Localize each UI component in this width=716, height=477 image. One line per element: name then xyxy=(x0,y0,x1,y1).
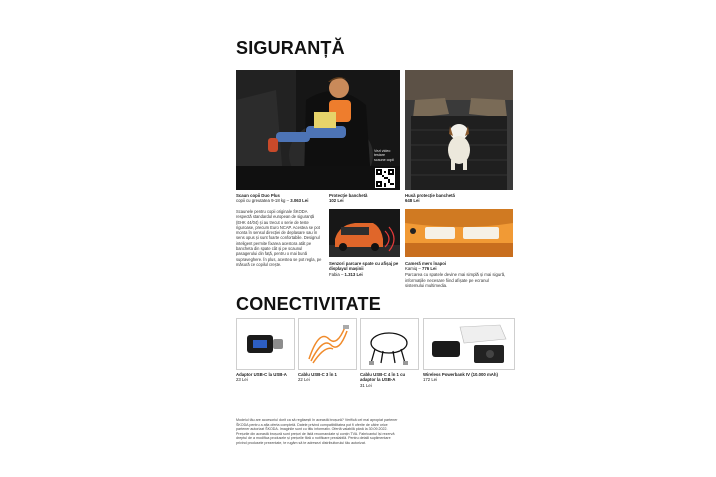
caption-usb-cable-4in1 xyxy=(360,372,420,388)
product-detail-price: Fabia – 1.313 Lei xyxy=(329,271,363,277)
qr-caption: Vezi video testare scaune copii xyxy=(374,149,394,162)
seat-description: Scaunele pentru copii originale ŠKODA respectă standardul european de siguranță (EHK 44/04) și au trecut o serie de teste riguroase, precum Euro NCAP. Acestea se pot monta în sensul direcției de deplasare sau în sens opus și sunt foarte confortabile. Designul inteligent permite fixarea acestora atât pe bancheta din spate cât și pe scaunul pasagerului din față, pentru o mai bună supraveghere. În plus, acestea se pot regla, pe măsură ce copilul crește. xyxy=(236,209,322,267)
connectivity-title: CONECTIVITATE xyxy=(236,294,381,314)
product-name: Senzori parcare spate cu afișaj pe displayul mașinii xyxy=(329,261,399,272)
caption-usb-cable-3in1 xyxy=(298,372,358,383)
product-name: Cameră mers înapoi xyxy=(405,261,447,266)
caption-powerbank xyxy=(423,372,503,383)
caption-usb-adapter xyxy=(236,372,296,383)
product-price: 31 Lei xyxy=(360,382,372,388)
product-name: Cablu USB-C 4 în 1 cu adaptor la USB-A xyxy=(360,372,406,383)
product-price: 102 Lei xyxy=(329,198,344,204)
product-detail-price: Kamiq – 776 Lei xyxy=(405,266,437,272)
powerbank-image xyxy=(423,318,515,370)
product-name: Adaptor USB-C la USB-A xyxy=(236,372,287,377)
usb-cable-4in1-image xyxy=(360,318,419,370)
product-name: Husă protecție banchetă xyxy=(405,193,455,198)
product-detail-price: copii cu greutatea 9-18 kg – 3.063 Lei xyxy=(236,198,309,204)
legal-disclaimer: Modelul tău are accesoriul dorit ca să regăsești în această broșură? Verifică cel mai apropiat partener ŠKODA pentru a afla oferta completă. Datele privind compatibilitatea pot fi oferite de către orice partener autorizat ŠKODA. Imaginile sunt cu titlu informativ. Ofertă valabilă până la 30.09.2022. Prețurile din această broșură sunt prețuri de listă recomandate și conțin TVA. Fabricantul își rezervă dreptul de a modifica produsele și prețurile fără o notificare prealabilă. Pentru detalii suplimentare privind produsele prezentate, te rugăm să te adresezi distribuitorului tău autorizat. xyxy=(236,418,398,445)
product-name: Protecție banchetă xyxy=(329,193,368,198)
parking-sensors-photo xyxy=(329,209,400,257)
product-name: Cablu USB-C 3 în 1 xyxy=(298,372,337,377)
product-price: 648 Lei xyxy=(405,198,420,204)
caption-bench-protection xyxy=(329,193,399,204)
product-name: Scaun copii Duo Plus xyxy=(236,193,280,198)
camera-description: Parcarea cu spatele devine mai simplă și mai sigură, informațiile necesare fiind afișate pe ecranul sistemului multimedia. xyxy=(405,272,506,289)
product-price: 172 Lei xyxy=(423,377,438,383)
reverse-camera-photo xyxy=(405,209,513,257)
qr-code-icon[interactable] xyxy=(375,168,395,188)
child-seat-photo xyxy=(236,70,400,190)
caption-reverse-camera xyxy=(405,261,509,289)
caption-bench-cover xyxy=(405,193,505,204)
product-price: 22 Lei xyxy=(298,377,310,383)
usb-adapter-image xyxy=(236,318,295,370)
product-name: Wireless Powerbank IV (10.000 mAh) xyxy=(423,372,498,377)
usb-cable-3in1-image xyxy=(298,318,357,370)
safety-title: SIGURANȚĂ xyxy=(236,38,345,58)
seat-cover-photo xyxy=(405,70,513,190)
caption-parking-sensors xyxy=(329,261,401,277)
product-price: 23 Lei xyxy=(236,377,248,383)
